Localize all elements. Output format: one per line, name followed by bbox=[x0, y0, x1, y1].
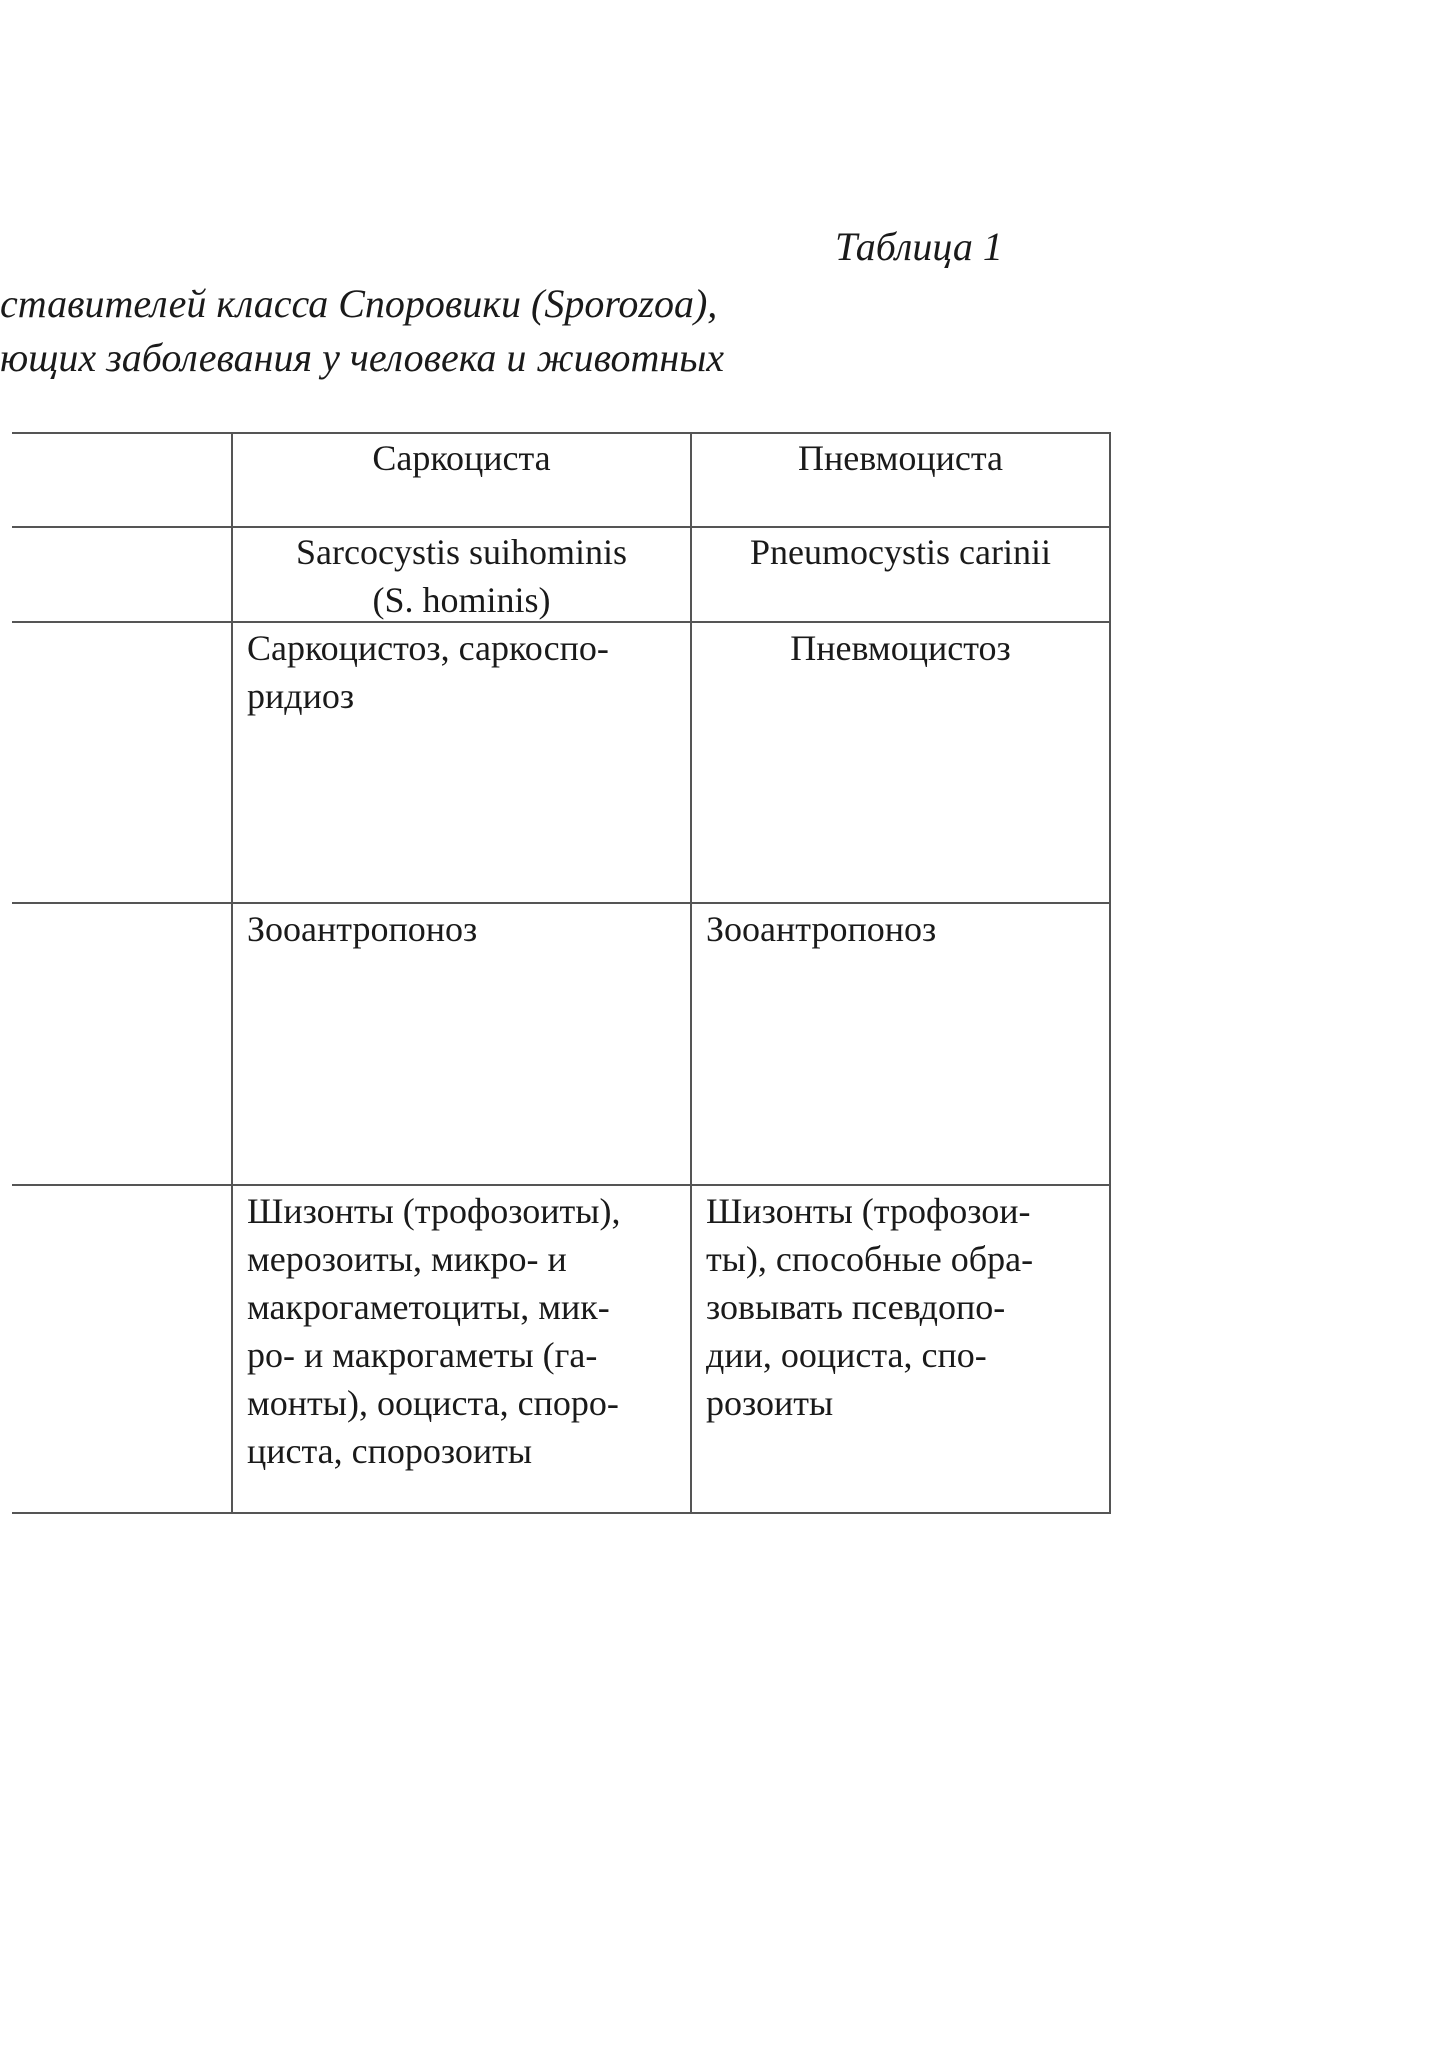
table-border-bottom bbox=[12, 1512, 1111, 1514]
table-row-divider bbox=[12, 902, 1111, 904]
stages-line: розоиты bbox=[706, 1383, 834, 1423]
disease-line: Пневмоцистоз bbox=[790, 628, 1011, 668]
stages-line: монты), ооциста, споро- bbox=[247, 1383, 619, 1423]
stages-pneumocystis bbox=[706, 1187, 1106, 1427]
latin-name-line: Sarcocystis suihominis bbox=[296, 532, 627, 572]
table-title-line-2: ющих заболевания у человека и животных bbox=[0, 335, 725, 380]
disease-line: Саркоцистоз, саркоспо- bbox=[247, 628, 609, 668]
table-column-divider bbox=[690, 432, 692, 1514]
stages-line: Шизонты (трофозоиты), bbox=[247, 1191, 621, 1231]
table-border-right bbox=[1109, 432, 1111, 1514]
latin-name-sarcocystis bbox=[233, 528, 690, 624]
disease-pneumocystis bbox=[692, 624, 1109, 672]
stages-line: Шизонты (трофозои- bbox=[706, 1191, 1031, 1231]
disease-sarcocystis bbox=[247, 624, 687, 720]
latin-name-line: Pneumocystis carinii bbox=[750, 532, 1051, 572]
disease-type-pneumocystis: Зооантропоноз bbox=[706, 909, 937, 949]
disease-type-sarcocystis: Зооантропоноз bbox=[247, 909, 478, 949]
stages-line: макрогаметоциты, мик- bbox=[247, 1287, 610, 1327]
table-label: Таблица 1 bbox=[835, 224, 1003, 269]
stages-line: дии, ооциста, спо- bbox=[706, 1335, 987, 1375]
table-row-divider bbox=[12, 1184, 1111, 1186]
stages-line: циста, спорозоиты bbox=[247, 1431, 533, 1471]
header-pneumocystis: Пневмоциста bbox=[797, 438, 1004, 478]
stages-line: зовывать псевдопо- bbox=[706, 1287, 1006, 1327]
latin-name-line: (S. hominis) bbox=[372, 580, 551, 620]
stages-line: ро- и макрогаметы (га- bbox=[247, 1335, 598, 1375]
header-sarcocystis: Саркоциста bbox=[372, 438, 551, 478]
latin-name-pneumocystis bbox=[692, 528, 1109, 576]
disease-line: ридиоз bbox=[247, 676, 355, 716]
stages-line: мерозоиты, микро- и bbox=[247, 1239, 567, 1279]
stages-sarcocystis bbox=[247, 1187, 687, 1475]
table-title-line-1: ставителей класса Споровики (Sporozoa), bbox=[0, 281, 718, 326]
stages-line: ты), способные обра- bbox=[706, 1239, 1034, 1279]
